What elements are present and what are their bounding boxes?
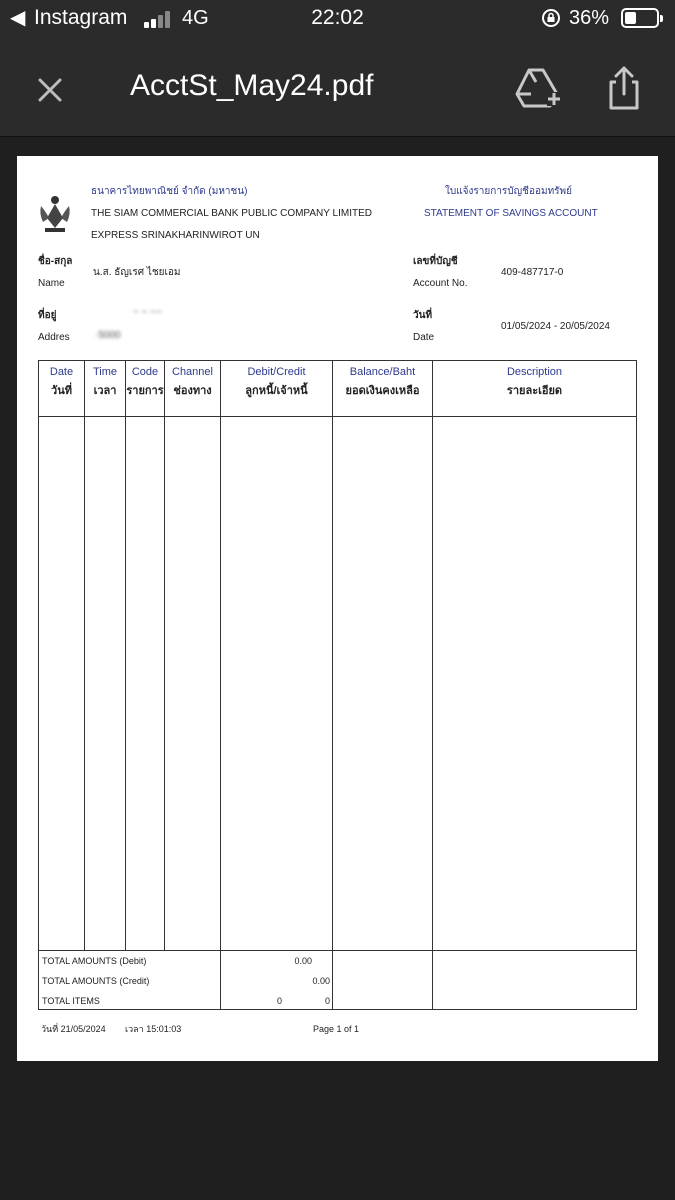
total-items-debit: 0 (276, 996, 282, 1006)
print-date: วันที่ 21/05/2024 (41, 1024, 106, 1034)
orientation-lock-icon (541, 8, 561, 28)
battery-percentage: 36% (569, 7, 610, 29)
account-label-english: Account No. (413, 278, 468, 289)
name-label-thai: ชื่อ-สกุล (38, 256, 73, 267)
file-title: AcctSt_May24.pdf (130, 69, 374, 102)
column-header-code: Code รายการ (126, 366, 164, 397)
address-postcode-redacted: ·5000 (95, 330, 121, 341)
network-type: 4G (182, 7, 209, 29)
bank-name-thai: ธนาคารไทยพาณิชย์ จำกัด (มหาชน) (91, 186, 248, 197)
garuda-emblem-logo (37, 194, 73, 234)
column-header-debit-credit: Debit/Credit ลูกหนี้/เจ้าหนี้ (245, 366, 308, 397)
transactions-table (38, 360, 637, 1010)
clock: 22:02 (311, 6, 364, 29)
viewer-toolbar (0, 38, 675, 137)
date-label-thai: วันที่ (413, 310, 433, 321)
address-label-english: Addres (38, 332, 70, 343)
back-to-app-label[interactable]: Instagram (34, 6, 128, 29)
share-icon[interactable] (602, 64, 646, 112)
column-header-balance: Balance/Baht ยอดเงินคงเหลือ (345, 366, 420, 397)
column-header-channel: Channel ช่องทาง (172, 366, 213, 397)
account-holder-name: น.ส. ธัญเรศ ไชยเอม (93, 267, 181, 278)
total-credit-value: 0.00 (312, 976, 330, 986)
statement-title-thai: ใบแจ้งรายการบัญชีออมทรัพย์ (445, 186, 572, 197)
total-items-credit: 0 (324, 996, 330, 1006)
statement-title-english: STATEMENT OF SAVINGS ACCOUNT (424, 208, 598, 219)
column-header-description: Description รายละเอียด (506, 366, 563, 397)
name-label-english: Name (38, 278, 65, 289)
statement-period: 01/05/2024 - 20/05/2024 (501, 321, 610, 332)
status-bar (0, 0, 675, 38)
back-arrow-icon[interactable]: ◀ (10, 7, 26, 29)
address-label-thai: ที่อยู่ (38, 310, 57, 321)
close-icon[interactable] (30, 70, 70, 110)
total-debit-label: TOTAL AMOUNTS (Debit) (42, 956, 147, 966)
pdf-page[interactable] (17, 156, 658, 1061)
battery-icon (621, 8, 659, 28)
bank-name-english: THE SIAM COMMERCIAL BANK PUBLIC COMPANY LIMITED (91, 208, 372, 219)
column-header-time: Time เวลา (92, 366, 118, 397)
branch-name: EXPRESS SRINAKHARINWIROT UN (91, 230, 260, 241)
total-items-label: TOTAL ITEMS (42, 996, 100, 1006)
column-header-date: Date วันที่ (49, 366, 74, 397)
total-debit-value: 0.00 (294, 956, 312, 966)
page-number: Page 1 of 1 (313, 1024, 360, 1034)
address-line-redacted: ~ ~ ~~ (133, 307, 162, 318)
print-time: เวลา 15:01:03 (125, 1024, 182, 1034)
add-to-drive-icon[interactable] (513, 66, 563, 110)
total-credit-label: TOTAL AMOUNTS (Credit) (42, 976, 150, 986)
account-number: 409-487717-0 (501, 267, 564, 278)
account-label-thai: เลขที่บัญชี (413, 256, 458, 267)
date-label-english: Date (413, 332, 435, 343)
